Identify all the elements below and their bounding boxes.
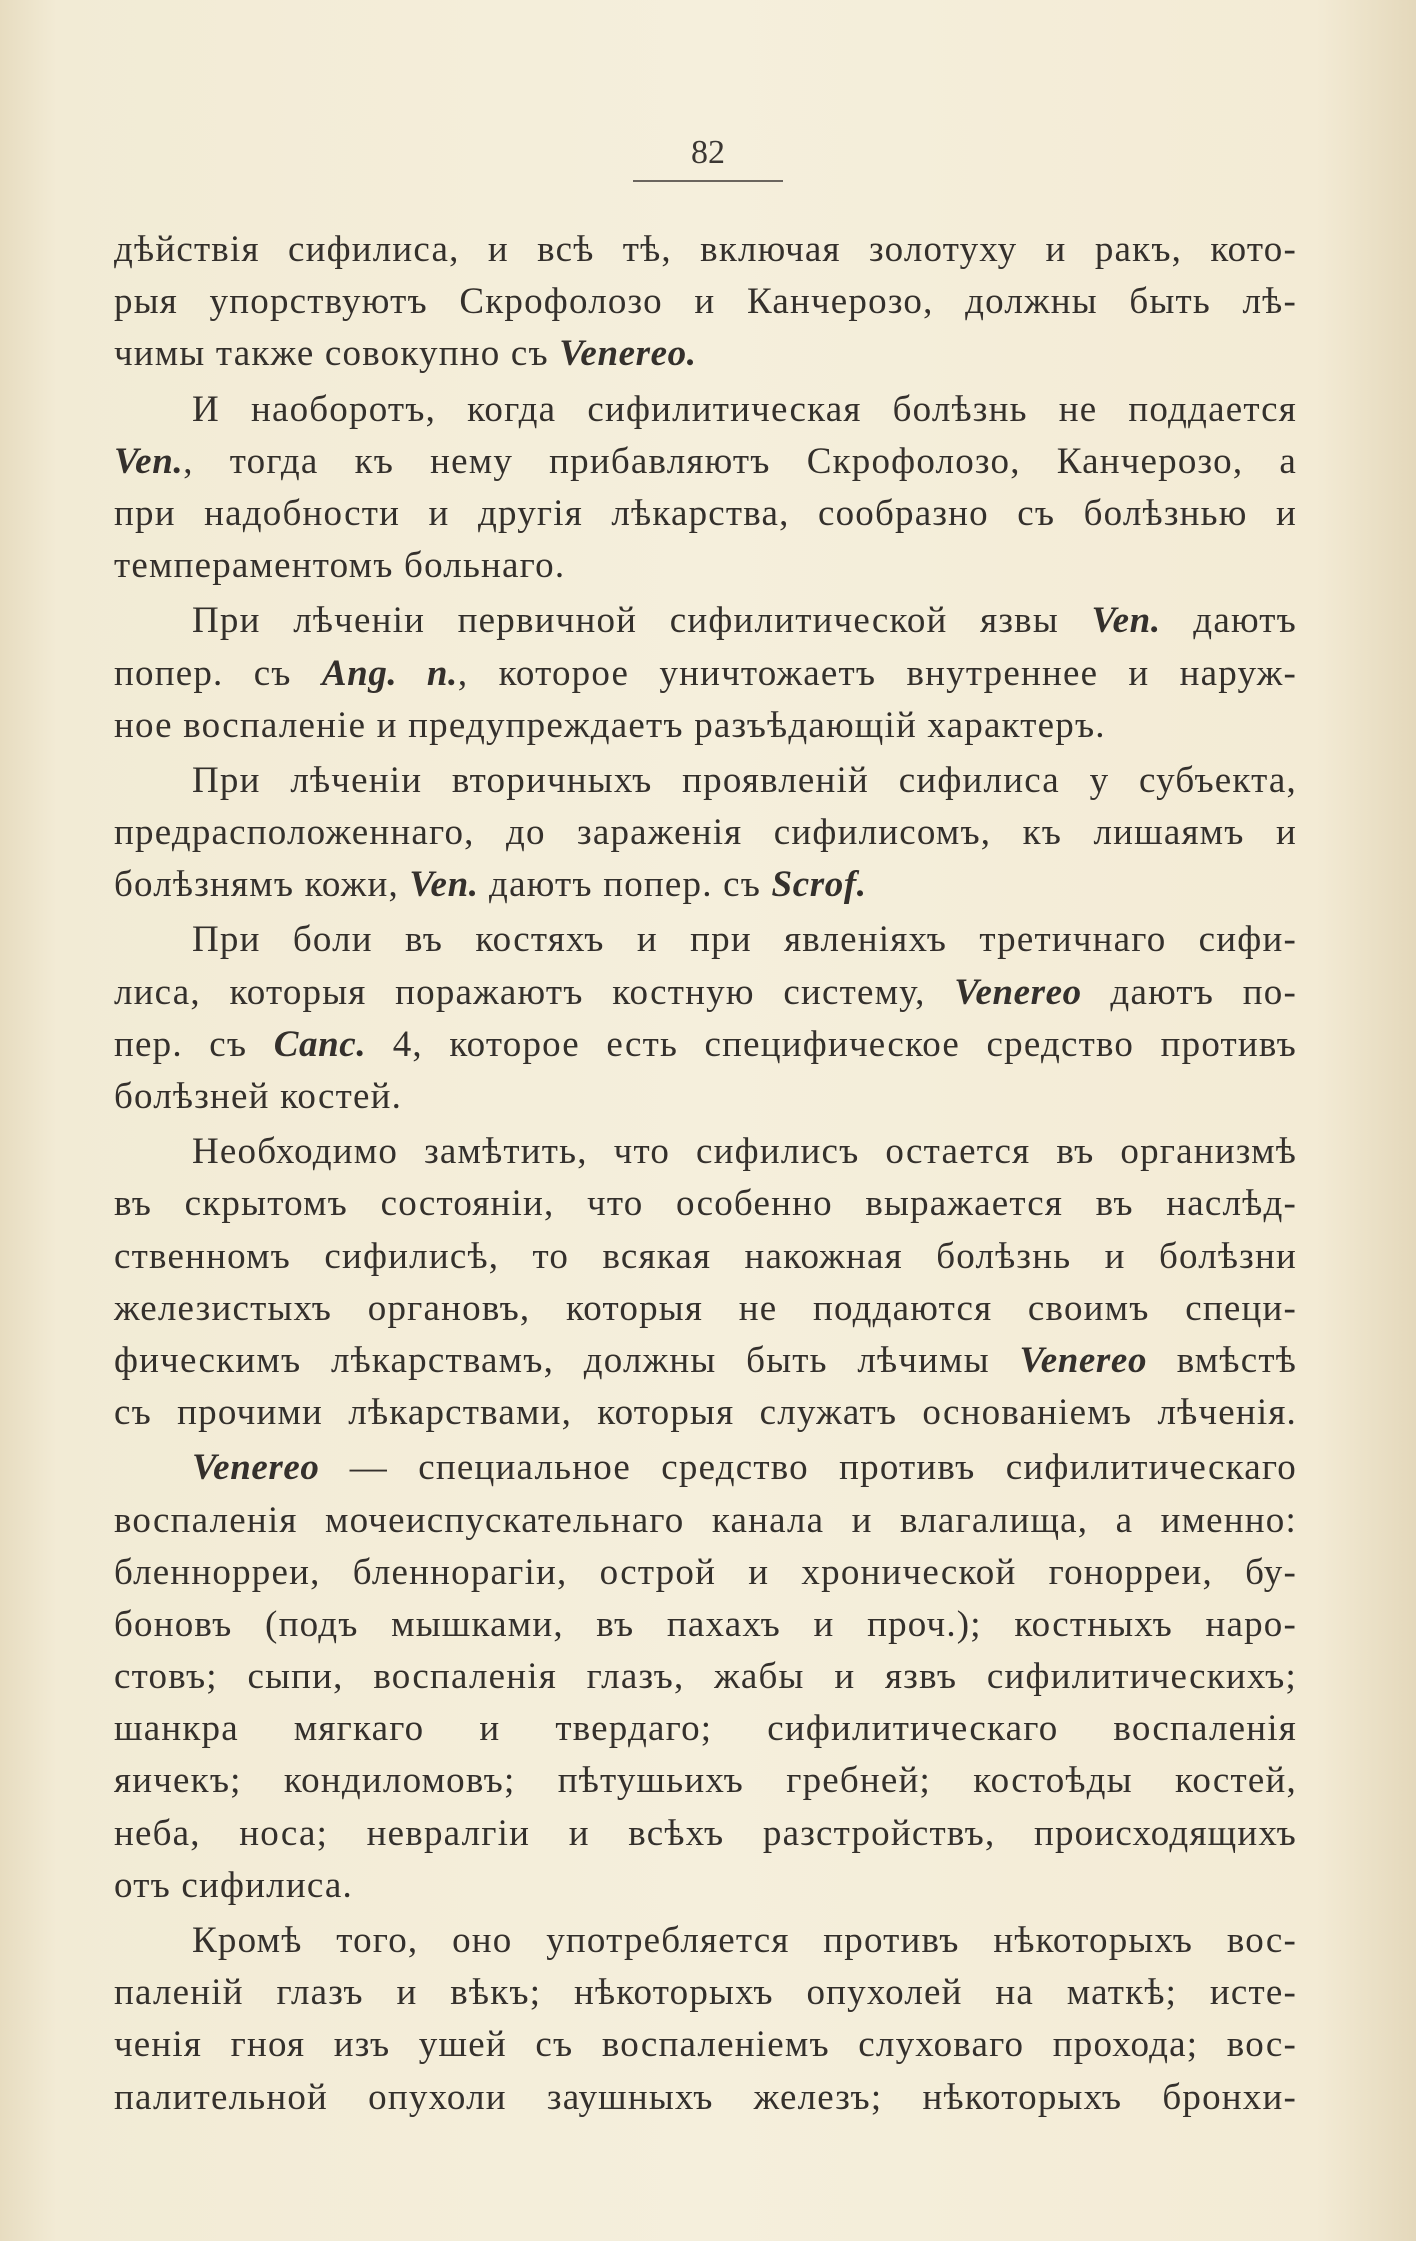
emphasis-text: Ven. xyxy=(114,440,184,482)
text-line xyxy=(114,2019,1297,2071)
text-run: даютъ xyxy=(1160,600,1298,642)
text-run: , которое уничтожаетъ внутреннее и наруж- xyxy=(457,652,1297,694)
text-run: палительной опухоли заушныхъ железъ; нѣкоторыхъ бронхи- xyxy=(114,2076,1297,2118)
text-line xyxy=(114,1547,1297,1599)
text-line xyxy=(114,755,1297,807)
text-line xyxy=(114,1442,1297,1494)
text-run: При лѣченіи вторичныхъ проявленій сифилиса у субъекта, xyxy=(192,759,1297,801)
text-run: при надобности и другія лѣкарства, сообразно съ болѣзнью и xyxy=(114,492,1297,534)
text-line xyxy=(114,1387,1297,1439)
text-line xyxy=(114,1071,1297,1123)
text-run: воспаленія мочеиспускательнаго канала и влагалища, а именно: xyxy=(114,1499,1297,1541)
text-run: рыя упорствуютъ Скрофолозо и Канчерозо, должны быть лѣ- xyxy=(114,281,1297,323)
text-block xyxy=(114,224,1297,2124)
text-line xyxy=(114,1283,1297,1335)
text-run: Необходимо замѣтить, что сифилисъ остается въ организмѣ xyxy=(192,1131,1297,1173)
emphasis-text: Venereo xyxy=(1019,1339,1148,1381)
text-run: темпераментомъ больнаго. xyxy=(114,545,566,587)
text-line xyxy=(114,807,1297,859)
paragraph xyxy=(114,595,1297,752)
text-run: бленнорреи, бленнорагіи, острой и хронической гонорреи, бу- xyxy=(114,1551,1297,1593)
text-run: железистыхъ органовъ, которыя не поддаются своимъ специ- xyxy=(114,1287,1297,1329)
text-line xyxy=(114,2072,1297,2124)
text-run: боновъ (подъ мышками, въ пахахъ и проч.); костныхъ наро- xyxy=(114,1603,1297,1645)
text-run: пер. съ xyxy=(114,1023,274,1065)
emphasis-text: Canc. xyxy=(273,1023,367,1065)
paragraph xyxy=(114,914,1297,1123)
text-line xyxy=(114,1178,1297,1230)
text-line xyxy=(114,328,1297,380)
text-line xyxy=(114,1231,1297,1283)
text-line xyxy=(114,1755,1297,1807)
emphasis-text: Venereo xyxy=(192,1447,320,1489)
text-run: ченія гноя изъ ушей съ воспаленіемъ слуховаго прохода; вос- xyxy=(114,2024,1297,2066)
text-line xyxy=(114,1019,1297,1071)
text-run: лиса, которыя поражаютъ костную систему, xyxy=(114,971,955,1013)
text-line xyxy=(114,1915,1297,1967)
text-run: фическимъ лѣкарствамъ, должны быть лѣчимы xyxy=(114,1339,1020,1381)
text-line xyxy=(114,1703,1297,1755)
paragraph xyxy=(114,1442,1297,1912)
emphasis-text: Venereo. xyxy=(559,333,697,375)
text-line xyxy=(114,700,1297,752)
page-number: 82 xyxy=(691,134,725,171)
text-run: , тогда къ нему прибавляютъ Скрофолозо, Канчерозо, а xyxy=(183,440,1297,482)
text-line xyxy=(114,1495,1297,1547)
text-run: ное воспаленіе и предупреждаетъ разъѣдающій характеръ. xyxy=(114,704,1106,746)
text-run: — специальное средство противъ сифилитическаго xyxy=(319,1447,1297,1489)
text-run: ственномъ сифилисѣ, то всякая накожная болѣзнь и болѣзни xyxy=(114,1235,1297,1277)
emphasis-text: Scrof. xyxy=(771,864,867,906)
text-run: съ прочими лѣкарствами, которыя служатъ основаніемъ лѣченія. xyxy=(114,1392,1297,1434)
text-line xyxy=(114,914,1297,966)
text-line xyxy=(114,488,1297,540)
text-run: отъ сифилиса. xyxy=(114,1864,353,1906)
paragraph xyxy=(114,1126,1297,1439)
text-run: При боли въ костяхъ и при явленіяхъ третичнаго сифи- xyxy=(192,919,1297,961)
text-run: чимы также совокупно съ xyxy=(114,333,560,375)
text-run: болѣзнямъ кожи, xyxy=(114,864,410,906)
text-run: При лѣченіи первичной сифилитической язвы xyxy=(192,600,1092,642)
paragraph xyxy=(114,1915,1297,2124)
text-run: дѣйствія сифилиса, и всѣ тѣ, включая золотуху и ракъ, кото- xyxy=(114,229,1297,270)
text-line xyxy=(114,276,1297,328)
text-line xyxy=(114,1335,1297,1387)
text-line xyxy=(114,224,1297,276)
text-run: вмѣстѣ xyxy=(1147,1339,1297,1381)
text-line xyxy=(114,384,1297,436)
text-run: яичекъ; кондиломовъ; пѣтушьихъ гребней; костоѣды костей, xyxy=(114,1760,1297,1802)
text-run: 4, которое есть специфическое средство противъ xyxy=(366,1023,1297,1065)
text-run: неба, носа; невралгіи и всѣхъ разстройствъ, происходящихъ xyxy=(114,1812,1297,1854)
text-line xyxy=(114,1860,1297,1912)
text-run: даютъ по- xyxy=(1081,971,1297,1013)
text-line xyxy=(114,967,1297,1019)
paragraph xyxy=(114,384,1297,593)
text-line xyxy=(114,595,1297,647)
text-line xyxy=(114,859,1297,911)
text-run: предрасположеннаго, до зараженія сифилисомъ, къ лишаямъ и xyxy=(114,812,1297,854)
paragraph xyxy=(114,224,1297,381)
text-line xyxy=(114,1651,1297,1703)
page-number-rule xyxy=(633,180,783,182)
paragraph xyxy=(114,755,1297,912)
emphasis-text: Ang. n. xyxy=(321,652,458,694)
text-line xyxy=(114,1599,1297,1651)
text-run: даютъ попер. съ xyxy=(478,864,772,906)
text-run: попер. съ xyxy=(114,652,322,694)
text-run: въ скрытомъ состояніи, что особенно выражается въ наслѣд- xyxy=(114,1183,1297,1225)
text-run: шанкра мягкаго и твердаго; сифилитическаго воспаленія xyxy=(114,1708,1297,1750)
text-run: болѣзней костей. xyxy=(114,1076,403,1117)
text-run: И наоборотъ, когда сифилитическая болѣзнь не поддается xyxy=(192,388,1297,430)
text-line xyxy=(114,648,1297,700)
text-run: паленій глазъ и вѣкъ; нѣкоторыхъ опухолей на маткѣ; исте- xyxy=(114,1972,1297,2014)
emphasis-text: Ven. xyxy=(409,864,479,906)
text-run: стовъ; сыпи, воспаленія глазъ, жабы и язвъ сифилитическихъ; xyxy=(114,1656,1297,1698)
text-line xyxy=(114,1808,1297,1860)
emphasis-text: Ven. xyxy=(1091,600,1161,642)
text-line xyxy=(114,436,1297,488)
text-run: Кромѣ того, оно употребляется противъ нѣкоторыхъ вос- xyxy=(192,1920,1297,1961)
text-line xyxy=(114,1967,1297,2019)
text-line xyxy=(114,540,1297,592)
text-line xyxy=(114,1126,1297,1178)
emphasis-text: Venereo xyxy=(954,971,1082,1013)
